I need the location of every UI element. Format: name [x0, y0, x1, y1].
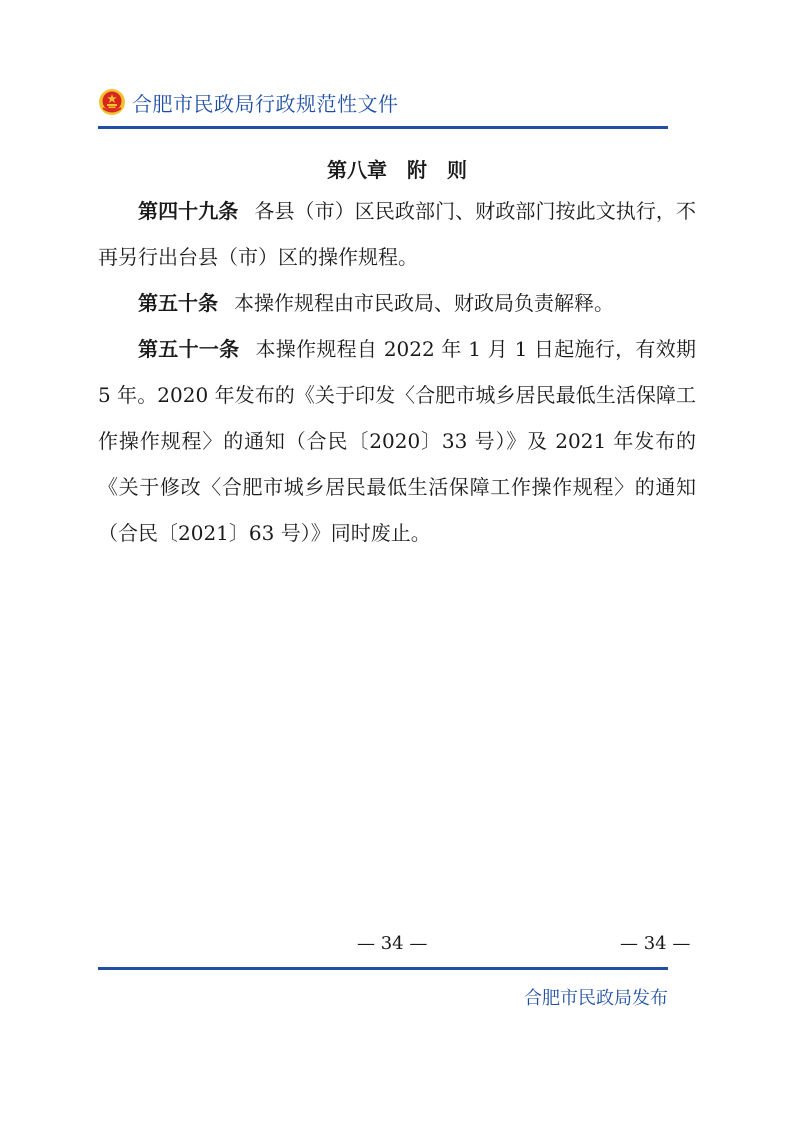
publisher-label: 合肥市民政局发布 [524, 988, 668, 1009]
page-number-center: — 34 — [357, 933, 428, 954]
page-number-right: — 34 — [620, 933, 691, 954]
article-text: 本操作规程自 2022 年 1 月 1 日起施行，有效期 5 年。2020 年发布的《关于印发〈合肥市城乡居民最低生活保障工作操作规程〉的通知（合民〔2020〕33 号）》及 2021 年发布的《关于修改〈合肥市城乡居民最低生活保障工作操作规程〉的通知（合民〔2021〕63 号）》同时废止。 [98, 337, 697, 545]
chapter-title: 第八章 附 则 [327, 158, 467, 182]
document-body [98, 188, 696, 556]
document-header [98, 84, 668, 120]
article-number: 第四十九条 [138, 199, 239, 223]
national-emblem-icon [98, 88, 126, 116]
footer-divider [98, 967, 668, 970]
article-number: 第五十一条 [138, 337, 240, 361]
article-49 [98, 188, 696, 280]
article-text: 各县（市）区民政部门、财政部门按此文执行，不再另行出台县（市）区的操作规程。 [98, 199, 697, 269]
header-title: 合肥市民政局行政规范性文件 [132, 91, 399, 116]
article-number: 第五十条 [138, 291, 218, 315]
header-divider [98, 126, 668, 129]
article-51 [98, 326, 696, 556]
article-text: 本操作规程由市民政局、财政局负责解释。 [234, 291, 614, 315]
article-50 [98, 280, 696, 326]
